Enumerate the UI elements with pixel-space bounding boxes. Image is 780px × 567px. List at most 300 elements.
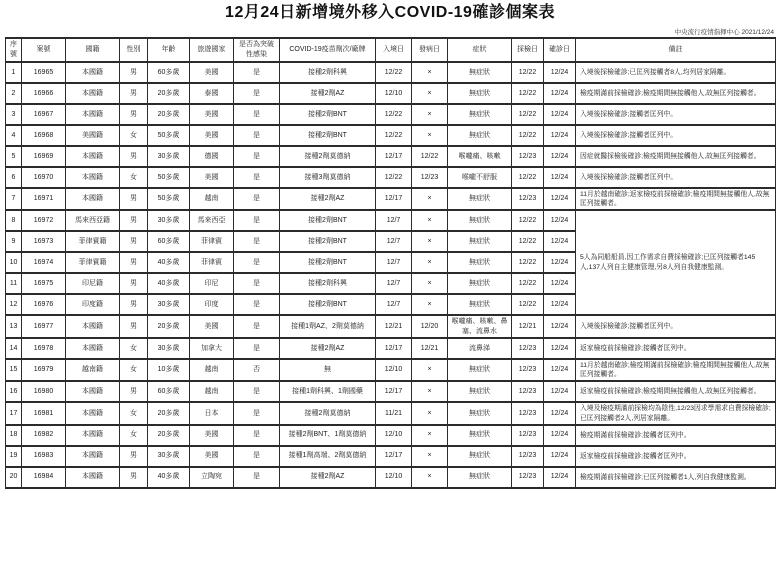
cell-confirm-date: 12/24 <box>544 146 576 167</box>
cell-vaccine: 接種1劑AZ、2劑莫德納 <box>280 315 376 338</box>
cell-symptoms: 無症狀 <box>448 294 512 315</box>
cell-onset-date: × <box>412 273 448 294</box>
cell-confirm-date: 12/24 <box>544 252 576 273</box>
cell-arrival-date: 12/17 <box>376 188 412 210</box>
cell-vaccine: 接種2劑科興 <box>280 62 376 83</box>
cell-test-date: 12/22 <box>512 62 544 83</box>
cell-travel-country: 美國 <box>190 446 234 467</box>
cell-test-date: 12/23 <box>512 425 544 446</box>
cell-gender: 男 <box>120 446 148 467</box>
cell-travel-country: 立陶宛 <box>190 467 234 488</box>
cell-confirm-date: 12/24 <box>544 315 576 338</box>
cell-symptoms: 無症狀 <box>448 446 512 467</box>
cell-seq: 3 <box>6 104 22 125</box>
cell-travel-country: 馬來西亞 <box>190 210 234 231</box>
cell-nationality: 馬來西亞籍 <box>66 210 120 231</box>
cell-test-date: 12/22 <box>512 83 544 104</box>
cell-breakthrough: 是 <box>234 446 280 467</box>
cell-confirm-date: 12/24 <box>544 210 576 231</box>
cell-onset-date: × <box>412 252 448 273</box>
cell-symptoms: 無症狀 <box>448 273 512 294</box>
cell-vaccine: 接種2劑BNT <box>280 252 376 273</box>
cell-seq: 15 <box>6 359 22 381</box>
cell-onset-date: × <box>412 294 448 315</box>
cell-breakthrough: 是 <box>234 315 280 338</box>
cell-nationality: 美國籍 <box>66 125 120 146</box>
cell-remark: 入境後採檢確診;接觸者匡列中。 <box>576 167 776 188</box>
cell-arrival-date: 12/22 <box>376 167 412 188</box>
cell-breakthrough: 是 <box>234 425 280 446</box>
cell-arrival-date: 11/21 <box>376 402 412 424</box>
cell-gender: 男 <box>120 188 148 210</box>
cell-seq: 13 <box>6 315 22 338</box>
cell-nationality: 菲律賓籍 <box>66 252 120 273</box>
cell-case-no: 16981 <box>22 402 66 424</box>
header-onset-date: 發病日 <box>412 38 448 62</box>
cell-remark: 檢疫期滿前採檢確診;接觸者匡列中。 <box>576 425 776 446</box>
cell-symptoms: 無症狀 <box>448 210 512 231</box>
header-seq: 序號 <box>6 38 22 62</box>
cell-onset-date: × <box>412 104 448 125</box>
header-test-date: 採檢日 <box>512 38 544 62</box>
header-gender: 性別 <box>120 38 148 62</box>
cell-case-no: 16965 <box>22 62 66 83</box>
cell-age: 20多歲 <box>148 83 190 104</box>
cell-age: 30多歲 <box>148 146 190 167</box>
table-header <box>6 38 776 62</box>
cell-age: 10多歲 <box>148 359 190 381</box>
header-row <box>6 38 776 62</box>
header-confirm-date: 確診日 <box>544 38 576 62</box>
cell-onset-date: × <box>412 231 448 252</box>
cell-nationality: 本國籍 <box>66 338 120 359</box>
cell-confirm-date: 12/24 <box>544 273 576 294</box>
cell-travel-country: 泰國 <box>190 83 234 104</box>
cell-confirm-date: 12/24 <box>544 425 576 446</box>
cell-symptoms: 無症狀 <box>448 104 512 125</box>
cell-symptoms: 喉嚨痛、咳嗽 <box>448 146 512 167</box>
cell-test-date: 12/22 <box>512 104 544 125</box>
cell-age: 30多歲 <box>148 210 190 231</box>
cell-vaccine: 接種3劑莫德納 <box>280 167 376 188</box>
cell-confirm-date: 12/24 <box>544 359 576 381</box>
cell-seq: 8 <box>6 210 22 231</box>
cell-gender: 男 <box>120 467 148 488</box>
cell-onset-date: × <box>412 83 448 104</box>
cell-onset-date: 12/20 <box>412 315 448 338</box>
cell-case-no: 16973 <box>22 231 66 252</box>
cell-remark: 檢疫期滿前採檢確診;已匡列接觸者1人,列自我健康監測。 <box>576 467 776 488</box>
cell-breakthrough: 是 <box>234 338 280 359</box>
table-row <box>6 62 776 83</box>
cell-age: 30多歲 <box>148 446 190 467</box>
cell-remark: 入境及檢疫期滿前採檢均為陰性,12/23因求學需求自費採檢確診;已匡列接觸者2人,列居家隔離。 <box>576 402 776 424</box>
cell-vaccine: 接種2劑BNT <box>280 125 376 146</box>
cell-arrival-date: 12/7 <box>376 210 412 231</box>
cell-seq: 19 <box>6 446 22 467</box>
cell-gender: 男 <box>120 62 148 83</box>
cell-remark: 入境後採檢確診;已匡列接觸者8人,均列居家隔離。 <box>576 62 776 83</box>
cell-gender: 男 <box>120 252 148 273</box>
table-row <box>6 446 776 467</box>
cell-travel-country: 美國 <box>190 104 234 125</box>
cell-symptoms: 無症狀 <box>448 402 512 424</box>
cell-seq: 6 <box>6 167 22 188</box>
cell-symptoms: 無症狀 <box>448 125 512 146</box>
cell-nationality: 本國籍 <box>66 381 120 402</box>
cell-case-no: 16966 <box>22 83 66 104</box>
cell-symptoms: 無症狀 <box>448 359 512 381</box>
cell-case-no: 16971 <box>22 188 66 210</box>
cell-age: 30多歲 <box>148 294 190 315</box>
cell-vaccine: 接種2劑AZ <box>280 188 376 210</box>
cell-seq: 7 <box>6 188 22 210</box>
table-row <box>6 104 776 125</box>
cell-travel-country: 德國 <box>190 146 234 167</box>
cell-case-no: 16970 <box>22 167 66 188</box>
cell-case-no: 16979 <box>22 359 66 381</box>
cell-age: 20多歲 <box>148 425 190 446</box>
cell-test-date: 12/22 <box>512 125 544 146</box>
cell-age: 30多歲 <box>148 338 190 359</box>
cell-seq: 1 <box>6 62 22 83</box>
cell-case-no: 16982 <box>22 425 66 446</box>
cell-age: 20多歲 <box>148 104 190 125</box>
cell-arrival-date: 12/21 <box>376 315 412 338</box>
cell-seq: 17 <box>6 402 22 424</box>
cell-case-no: 16974 <box>22 252 66 273</box>
cell-travel-country: 印尼 <box>190 273 234 294</box>
cell-breakthrough: 是 <box>234 83 280 104</box>
cell-test-date: 12/23 <box>512 188 544 210</box>
cell-gender: 女 <box>120 425 148 446</box>
cell-nationality: 印度籍 <box>66 294 120 315</box>
cell-nationality: 本國籍 <box>66 104 120 125</box>
cell-confirm-date: 12/24 <box>544 167 576 188</box>
cell-onset-date: × <box>412 381 448 402</box>
cell-onset-date: × <box>412 467 448 488</box>
cell-test-date: 12/22 <box>512 273 544 294</box>
cell-confirm-date: 12/24 <box>544 62 576 83</box>
cell-case-no: 16980 <box>22 381 66 402</box>
cell-travel-country: 美國 <box>190 167 234 188</box>
cell-gender: 男 <box>120 381 148 402</box>
cell-symptoms: 無症狀 <box>448 467 512 488</box>
cases-table <box>5 37 776 489</box>
header-symptoms: 症狀 <box>448 38 512 62</box>
cell-arrival-date: 12/17 <box>376 446 412 467</box>
cell-onset-date: × <box>412 425 448 446</box>
cell-age: 40多歲 <box>148 273 190 294</box>
cell-travel-country: 越南 <box>190 188 234 210</box>
table-row <box>6 467 776 488</box>
cell-seq: 12 <box>6 294 22 315</box>
cell-case-no: 16975 <box>22 273 66 294</box>
cell-remark: 返家檢疫前採檢確診;接觸者匡列中。 <box>576 446 776 467</box>
cell-test-date: 12/23 <box>512 446 544 467</box>
cell-arrival-date: 12/22 <box>376 125 412 146</box>
table-row <box>6 338 776 359</box>
cell-case-no: 16976 <box>22 294 66 315</box>
cell-age: 60多歲 <box>148 231 190 252</box>
cell-confirm-date: 12/24 <box>544 125 576 146</box>
cell-breakthrough: 是 <box>234 273 280 294</box>
cell-remark: 11月於越南確診;檢疫期滿前採檢確診;檢疫期間無接觸他人,故無匡列接觸者。 <box>576 359 776 381</box>
page-title: 12月24日新增境外移入COVID-19確診個案表 <box>225 4 555 21</box>
table-row <box>6 210 776 231</box>
cell-case-no: 16968 <box>22 125 66 146</box>
cell-onset-date: 12/22 <box>412 146 448 167</box>
cell-gender: 女 <box>120 125 148 146</box>
cell-breakthrough: 是 <box>234 188 280 210</box>
header-case-no: 案號 <box>22 38 66 62</box>
cell-gender: 男 <box>120 104 148 125</box>
cell-onset-date: × <box>412 446 448 467</box>
cell-test-date: 12/21 <box>512 315 544 338</box>
cell-age: 40多歲 <box>148 467 190 488</box>
cell-arrival-date: 12/17 <box>376 146 412 167</box>
cell-confirm-date: 12/24 <box>544 446 576 467</box>
cell-nationality: 印尼籍 <box>66 273 120 294</box>
cell-case-no: 16967 <box>22 104 66 125</box>
cell-symptoms: 無症狀 <box>448 188 512 210</box>
cell-remark: 因症就醫採檢後確診;檢疫期間無接觸他人,故無匡列接觸者。 <box>576 146 776 167</box>
cell-age: 20多歲 <box>148 402 190 424</box>
cell-seq: 14 <box>6 338 22 359</box>
cell-nationality: 本國籍 <box>66 83 120 104</box>
cell-case-no: 16969 <box>22 146 66 167</box>
cell-vaccine: 接種2劑BNT <box>280 231 376 252</box>
cell-case-no: 16977 <box>22 315 66 338</box>
cell-seq: 4 <box>6 125 22 146</box>
cell-onset-date: 12/21 <box>412 338 448 359</box>
cell-onset-date: × <box>412 125 448 146</box>
cell-gender: 男 <box>120 315 148 338</box>
cell-seq: 5 <box>6 146 22 167</box>
table-row <box>6 83 776 104</box>
cell-confirm-date: 12/24 <box>544 83 576 104</box>
cell-test-date: 12/23 <box>512 338 544 359</box>
cell-travel-country: 菲律賓 <box>190 252 234 273</box>
cell-arrival-date: 12/10 <box>376 359 412 381</box>
cell-travel-country: 越南 <box>190 381 234 402</box>
cell-symptoms: 流鼻涕 <box>448 338 512 359</box>
cell-seq: 10 <box>6 252 22 273</box>
cell-seq: 9 <box>6 231 22 252</box>
cell-vaccine: 接種2劑AZ <box>280 467 376 488</box>
table-row <box>6 125 776 146</box>
cell-symptoms: 無症狀 <box>448 62 512 83</box>
cell-case-no: 16983 <box>22 446 66 467</box>
cell-symptoms: 無症狀 <box>448 252 512 273</box>
table-row <box>6 402 776 424</box>
cell-nationality: 菲律賓籍 <box>66 231 120 252</box>
cell-onset-date: × <box>412 402 448 424</box>
cell-gender: 男 <box>120 83 148 104</box>
header-remark: 備註 <box>576 38 776 62</box>
cell-breakthrough: 是 <box>234 146 280 167</box>
cell-arrival-date: 12/10 <box>376 467 412 488</box>
cell-confirm-date: 12/24 <box>544 104 576 125</box>
table-row <box>6 315 776 338</box>
cell-gender: 男 <box>120 273 148 294</box>
cell-breakthrough: 是 <box>234 252 280 273</box>
cell-gender: 女 <box>120 167 148 188</box>
cell-breakthrough: 是 <box>234 125 280 146</box>
cell-gender: 男 <box>120 231 148 252</box>
cell-test-date: 12/23 <box>512 381 544 402</box>
cell-test-date: 12/22 <box>512 252 544 273</box>
cell-travel-country: 美國 <box>190 425 234 446</box>
cell-confirm-date: 12/24 <box>544 467 576 488</box>
cell-breakthrough: 是 <box>234 231 280 252</box>
header-vaccine: COVID-19疫苗劑次/廠牌 <box>280 38 376 62</box>
cell-onset-date: × <box>412 188 448 210</box>
cell-travel-country: 越南 <box>190 359 234 381</box>
cell-nationality: 本國籍 <box>66 402 120 424</box>
cell-age: 50多歲 <box>148 125 190 146</box>
cell-age: 50多歲 <box>148 188 190 210</box>
cell-age: 40多歲 <box>148 252 190 273</box>
cell-nationality: 本國籍 <box>66 425 120 446</box>
cell-remark: 5人為同船船員,因工作需求自費採檢確診;已匡列接觸者145人,137人列自主健康管理,另8人列自我健康監測。 <box>576 210 776 315</box>
cell-vaccine: 接種2劑BNT <box>280 104 376 125</box>
cell-remark: 入境後採檢確診;接觸者匡列中。 <box>576 315 776 338</box>
cell-remark: 11月於越南確診;返家檢疫前採檢確診;檢疫期間無接觸他人,故無匡列接觸者。 <box>576 188 776 210</box>
cell-nationality: 本國籍 <box>66 146 120 167</box>
cell-vaccine: 無 <box>280 359 376 381</box>
header-travel-country: 旅遊國家 <box>190 38 234 62</box>
cell-arrival-date: 12/17 <box>376 381 412 402</box>
cell-confirm-date: 12/24 <box>544 231 576 252</box>
cell-travel-country: 加拿大 <box>190 338 234 359</box>
cell-nationality: 本國籍 <box>66 167 120 188</box>
cell-vaccine: 接種2劑BNT <box>280 210 376 231</box>
cell-vaccine: 接種1劑高端、2劑莫德納 <box>280 446 376 467</box>
cell-travel-country: 美國 <box>190 62 234 83</box>
cell-nationality: 本國籍 <box>66 446 120 467</box>
cell-gender: 女 <box>120 338 148 359</box>
cell-nationality: 本國籍 <box>66 467 120 488</box>
cell-remark: 入境後採檢確診;接觸者匡列中。 <box>576 104 776 125</box>
cell-confirm-date: 12/24 <box>544 402 576 424</box>
cell-test-date: 12/22 <box>512 210 544 231</box>
cell-onset-date: × <box>412 210 448 231</box>
cell-vaccine: 接種1劑科興、1劑國藥 <box>280 381 376 402</box>
header-nationality: 國籍 <box>66 38 120 62</box>
cell-travel-country: 印度 <box>190 294 234 315</box>
cell-seq: 11 <box>6 273 22 294</box>
cell-gender: 女 <box>120 359 148 381</box>
header-age: 年齡 <box>148 38 190 62</box>
cell-case-no: 16972 <box>22 210 66 231</box>
cell-breakthrough: 是 <box>234 402 280 424</box>
cell-gender: 男 <box>120 210 148 231</box>
cell-travel-country: 菲律賓 <box>190 231 234 252</box>
cell-breakthrough: 是 <box>234 210 280 231</box>
cell-breakthrough: 是 <box>234 381 280 402</box>
cell-confirm-date: 12/24 <box>544 338 576 359</box>
cell-nationality: 本國籍 <box>66 62 120 83</box>
cell-nationality: 本國籍 <box>66 188 120 210</box>
cell-symptoms: 無症狀 <box>448 381 512 402</box>
cell-vaccine: 接種2劑莫德納 <box>280 402 376 424</box>
cell-test-date: 12/23 <box>512 359 544 381</box>
cell-arrival-date: 12/7 <box>376 273 412 294</box>
table-row <box>6 425 776 446</box>
cell-onset-date: 12/23 <box>412 167 448 188</box>
cell-age: 60多歲 <box>148 381 190 402</box>
cell-case-no: 16984 <box>22 467 66 488</box>
cell-vaccine: 接種2劑AZ <box>280 83 376 104</box>
cell-remark: 檢疫期滿前採檢確診;檢疫期間無接觸他人,故無匡列接觸者。 <box>576 83 776 104</box>
cell-age: 60多歲 <box>148 62 190 83</box>
cell-vaccine: 接種2劑BNT、1劑莫德納 <box>280 425 376 446</box>
cell-arrival-date: 12/10 <box>376 425 412 446</box>
cell-symptoms: 喉嚨不舒服 <box>448 167 512 188</box>
cell-symptoms: 無症狀 <box>448 231 512 252</box>
cell-remark: 返家檢疫前採檢確診;接觸者匡列中。 <box>576 338 776 359</box>
cell-seq: 2 <box>6 83 22 104</box>
cell-remark: 入境後採檢確診;接觸者匡列中。 <box>576 125 776 146</box>
cell-test-date: 12/22 <box>512 167 544 188</box>
cell-gender: 男 <box>120 146 148 167</box>
cell-nationality: 越南籍 <box>66 359 120 381</box>
cell-symptoms: 無症狀 <box>448 83 512 104</box>
cell-confirm-date: 12/24 <box>544 381 576 402</box>
cell-breakthrough: 是 <box>234 104 280 125</box>
cell-age: 50多歲 <box>148 167 190 188</box>
header-arrival-date: 入境日 <box>376 38 412 62</box>
table-row <box>6 381 776 402</box>
cell-symptoms: 喉嚨痛、咳嗽、鼻塞、流鼻水 <box>448 315 512 338</box>
table-row <box>6 167 776 188</box>
cell-confirm-date: 12/24 <box>544 294 576 315</box>
cell-gender: 女 <box>120 402 148 424</box>
cell-travel-country: 美國 <box>190 125 234 146</box>
cell-onset-date: × <box>412 359 448 381</box>
cell-test-date: 12/22 <box>512 294 544 315</box>
cell-age: 20多歲 <box>148 315 190 338</box>
cell-test-date: 12/23 <box>512 146 544 167</box>
cell-vaccine: 接種2劑科興 <box>280 273 376 294</box>
cell-arrival-date: 12/17 <box>376 338 412 359</box>
cell-breakthrough: 是 <box>234 467 280 488</box>
cell-arrival-date: 12/22 <box>376 104 412 125</box>
cell-vaccine: 接種2劑BNT <box>280 294 376 315</box>
cell-breakthrough: 是 <box>234 167 280 188</box>
cell-travel-country: 美國 <box>190 315 234 338</box>
table-row <box>6 188 776 210</box>
cell-test-date: 12/22 <box>512 231 544 252</box>
cell-arrival-date: 12/7 <box>376 252 412 273</box>
cell-seq: 20 <box>6 467 22 488</box>
cell-arrival-date: 12/7 <box>376 231 412 252</box>
table-row <box>6 359 776 381</box>
cell-breakthrough: 是 <box>234 62 280 83</box>
cell-seq: 16 <box>6 381 22 402</box>
cell-arrival-date: 12/10 <box>376 83 412 104</box>
cell-seq: 18 <box>6 425 22 446</box>
cell-breakthrough: 是 <box>234 294 280 315</box>
cell-test-date: 12/23 <box>512 467 544 488</box>
cell-remark: 返家檢疫前採檢確診;檢疫期間無接觸他人,故無匡列接觸者。 <box>576 381 776 402</box>
cell-test-date: 12/23 <box>512 402 544 424</box>
source-agency-date: 中央流行疫情指揮中心 2021/12/24 <box>674 28 774 36</box>
table-body <box>6 62 776 488</box>
cell-vaccine: 接種2劑莫德納 <box>280 146 376 167</box>
cell-gender: 男 <box>120 294 148 315</box>
